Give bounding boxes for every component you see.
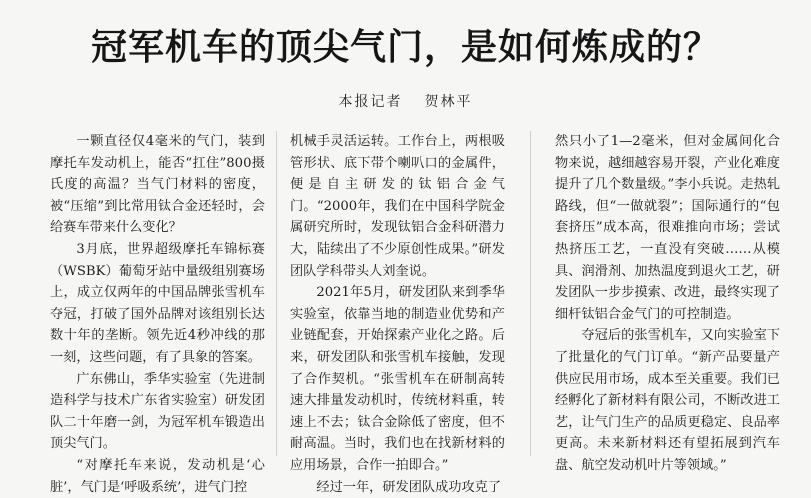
paragraph: 2021年5月，研发团队来到季华实验室，依靠当地的制造业优势和产业链配套，开始探索产业化之路。后来，研发团队和张雪机车接触，发现了合作契机。“张雪机车在研制高转速大排量发动机时，传统材料重，转速上不去；钛合金除低了密度，但不耐高温。当时，我们也在找新材料的应用场景，合作一拍即合。” xyxy=(290,282,505,476)
paragraph: 机械手灵活运转。工作台上，两根吸管形状、底下带个喇叭口的金属件，便是自主研发的钛铝合金气门。“2000年，我们在中国科学院金属研究所时，发现钛铝合金科研潜力大，陆续出了不少原创性成果。”研发团队学科带头人刘奎说。 xyxy=(290,131,505,282)
paragraph: 3月底，世界超级摩托车锦标赛（WSBK）葡萄牙站中量级组别赛场上，成立仅两年的中国品牌张雪机车夺冠，打破了国外品牌对该组别长达数十年的垄断。领先近4秒冲线的那一刻，这些问题，有了具象的答案。 xyxy=(50,239,265,369)
paragraph: 经过一年，研发团队成功攻克了 xyxy=(290,477,505,498)
paragraph: “对摩托车来说，发动机是‘心脏’，气门是‘呼吸系统’，进气门控 xyxy=(50,455,265,498)
byline-role: 本报记者 xyxy=(339,92,403,112)
article-headline: 冠军机车的顶尖气门，是如何炼成的？ xyxy=(0,24,811,72)
paragraph: 一颗直径仅4毫米的气门，装到摩托车发动机上，能否“扛住”800摄氏度的高温？当气门材料的密度，被“压缩”到比常用钛合金还轻时，会给赛车带来什么变化？ xyxy=(50,131,265,239)
paragraph: 广东佛山，季华实验室（先进制造科学与技术广东省实验室）研发团队二十年磨一剑，为冠军机车锻造出顶尖气门。 xyxy=(50,369,265,455)
text-column-1 xyxy=(50,131,265,456)
paragraph: 夺冠后的张雪机车，又向实验室下了批量化的气门订单。“新产品要量产供应民用市场，成本至关重要。我们已经孵化了新材料有限公司，不断改进工艺，让气门生产的品质更稳定、良品率更高。未来新材料还有望拓展到汽车盘、航空发动机叶片等领域。” xyxy=(555,325,780,476)
column-divider xyxy=(276,131,277,456)
byline-author: 贺林平 xyxy=(425,92,473,112)
byline xyxy=(0,92,811,112)
column-divider xyxy=(530,131,531,456)
paragraph: 然只小了1—2毫米，但对金属间化合物来说，越细越容易开裂，产业化难度提升了几个数量级。”李小兵说。走热轧路线，但“一做就裂”；国际通行的“包套挤压”成本高，很难推向市场；尝试热挤压工艺，一直没有突破……从模具、润滑剂、加热温度到退火工艺，研发团队一步步摸索、改进，最终实现了细杆钛铝合金气门的可控制造。 xyxy=(555,131,780,325)
text-column-3 xyxy=(555,131,780,456)
text-column-2 xyxy=(290,131,505,456)
